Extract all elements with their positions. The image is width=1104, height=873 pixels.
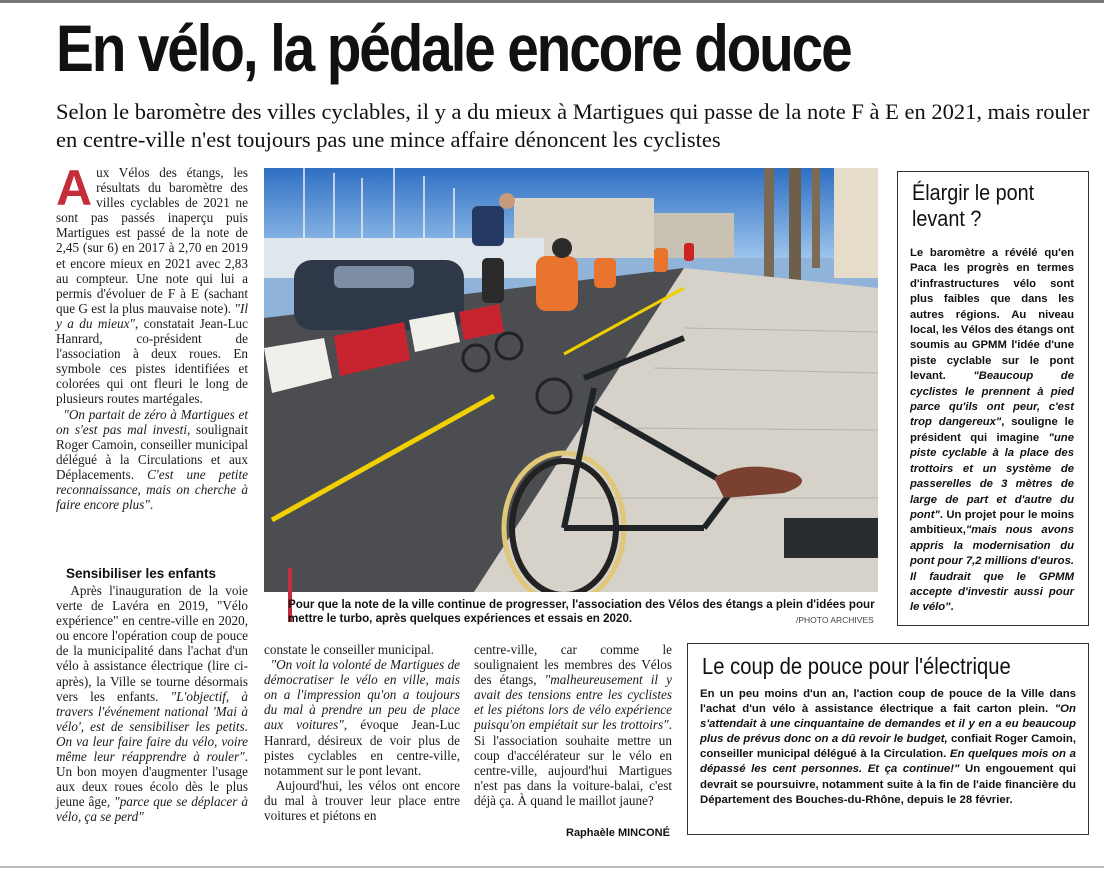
- paragraph: [264, 778, 460, 823]
- text: confiait Roger Camoin, conseiller municipal délégué à la Circulation.: [700, 733, 1076, 761]
- text: Un engouement qui devrait se poursuivre, notamment suite à la fin de l'aide financière du Département des Bouches-du-Rhône, depuis le 28 février.: [700, 763, 1076, 806]
- paragraph: [264, 657, 460, 778]
- paragraph: [56, 407, 248, 513]
- article-photo: [264, 168, 878, 592]
- sidebar-title: Élargir le pont levant ?: [912, 180, 1035, 231]
- section-subtitle: Sensibiliser les enfants: [66, 566, 217, 581]
- text: , constatait Jean-Luc Hanrard, co-président de l'association à deux roues. En symbole ces pistes identifiées et colorées qui ont fleuri le long de plusieurs routes martégales.: [56, 315, 248, 407]
- quote: En quelques mois on a dépassé les cent personnes. Et ça continue!": [700, 748, 1076, 776]
- bottom-rule: [0, 866, 1104, 868]
- photo-caption: Pour que la note de la ville continue de progresser, l'association des Vélos des étangs a plein d'idées pour mettre le turbo, après quelques expériences et essais en 2020.: [288, 598, 875, 625]
- article-column-2: [264, 642, 460, 823]
- text: soulignait Roger Camoin, conseiller municipal délégué à la Circulations et aux Déplacements.: [56, 421, 248, 482]
- text: . Si l'association souhaite mettre un coup d'accélérateur sur le vélo en centre-ville, aujourd'hui Martigues n'est pas dans la voiture-balai, c'est déjà ça. À quand le maillot jaune?: [474, 717, 672, 808]
- quote: "On partait de zéro à Martigues et on s'est pas mal investi,: [56, 406, 248, 437]
- quote: "On s'attendait à une cinquantaine de demandes et il y en a eu beaucoup plus de prévus donc on a dû revoir le budget,: [700, 703, 1076, 746]
- quote: C'est une petite reconnaissance, mais on cherche à faire encore plus": [56, 466, 248, 513]
- top-rule: [0, 0, 1104, 3]
- electric-box-title: Le coup de pouce pour l'électrique: [702, 653, 1011, 679]
- quote: "L'objectif, à travers l'événement national 'Mai à vélo', est de sensibiliser les petits. On va leur faire faire du vélo, voire même leur réapprendre à rouler": [56, 688, 249, 765]
- text: Après l'inauguration de la voie verte de Lavéra en 2019, "Vélo expérience" en centre-ville en 2020, ou encore l'opération coup de pouce de la municipalité dans l'achat d'un vélo à assistance électrique (lire ci-après), la Ville se tourne désormais vers les enfants.: [56, 583, 249, 704]
- photo-credit: /PHOTO ARCHIVES: [796, 615, 874, 625]
- text: . Un projet pour le moins ambitieux,: [910, 508, 1074, 537]
- quote: "On voit la volonté de Martigues de démocratiser le vélo en ville, mais on a l'impression qu'on a toujours du mal à prendre un peu de place aux voitures": [264, 657, 461, 733]
- article-column-1b: [56, 583, 248, 825]
- text: constate le conseiller municipal.: [264, 642, 434, 657]
- quote: "une piste cyclable à la place des trottoirs et un système de passerelles de 3 mètres de large de part et d'autre du pont": [910, 431, 1074, 521]
- text: . Un bon moyen d'augmenter l'usage aux deux roues écolo dès le plus jeune âge,: [56, 749, 248, 810]
- text: .: [950, 601, 954, 614]
- quote: "Il y a du mieux": [56, 300, 248, 331]
- article-column-1: [56, 160, 248, 513]
- text: Le baromètre a révélé qu'en Paca les progrès en termes d'infrastructures vélo sont plus faibles que dans les autres régions. Au niveau local, les Vélos des étangs ont soumis au GPMM l'idée d'une piste cyclable sur le pont levant.: [910, 247, 1074, 383]
- headline: En vélo, la pédale encore douce: [56, 11, 851, 85]
- cyclists-photo-illustration: [264, 168, 878, 592]
- text: En un peu moins d'un an, l'action coup de pouce de la Ville dans l'achat d'un vélo à assistance électrique a fait carton plein.: [700, 688, 1076, 716]
- quote: "parce que se déplacer à vélo, ça se perd": [56, 794, 248, 825]
- paragraph: [474, 642, 672, 808]
- text: , souligne le président qui imagine: [910, 416, 1074, 444]
- quote: "Beaucoup de cyclistes le prennent à pied parce qu'ils ont peur, c'est trop dangereux": [910, 370, 1074, 429]
- text: Aujourd'hui, les vélos ont encore du mal à trouver leur place entre voitures et piétons en: [264, 777, 460, 824]
- text: centre-ville, car comme le soulignaient les membres des Vélos des étangs,: [474, 642, 672, 688]
- text: , évoque Jean-Luc Hanrard, désireux de voir plus de pistes cyclables en centre-ville, notamment sur le pont levant.: [264, 717, 460, 778]
- drop-cap: A: [56, 160, 93, 216]
- paragraph: [264, 642, 460, 657]
- article-column-3: [474, 642, 672, 808]
- paragraph: [56, 160, 248, 407]
- sidebar-text: [910, 246, 1074, 616]
- text: .: [149, 497, 154, 513]
- electric-box-text: [700, 687, 1076, 808]
- quote: "malheureusement il y avait des tensions entre les cyclistes et les piétons lors de vélo expérience puisqu'on empiétait sur les trottoirs": [474, 672, 672, 733]
- text: ux Vélos des étangs, les résultats du baromètre des villes cyclables de 2021 ne sont pas passés inaperçu puis Martigues est passé de la note de 2,45 (sur 6) en 2017 à 2,70 en 2019 et encore mieux en 2021 avec 2,83 au compteur. Une note qui lui a permis d'évoluer de F à E (sachant que G est la plus mauvaise note).: [56, 165, 248, 316]
- paragraph: [56, 583, 248, 825]
- quote: "mais nous avons appris la modernisation du pont pour 7,2 millions d'euros. Il faudrait que le GPMM accepte d'investir aussi pour le vélo": [910, 524, 1074, 614]
- subhead: Selon le baromètre des villes cyclables, il y a du mieux à Martigues qui passe de la note F à E en 2021, mais rouler en centre-ville n'est toujours pas une mince affaire dénoncent les cyclistes: [56, 99, 1090, 152]
- byline: Raphaèle MINCONÉ: [566, 827, 670, 839]
